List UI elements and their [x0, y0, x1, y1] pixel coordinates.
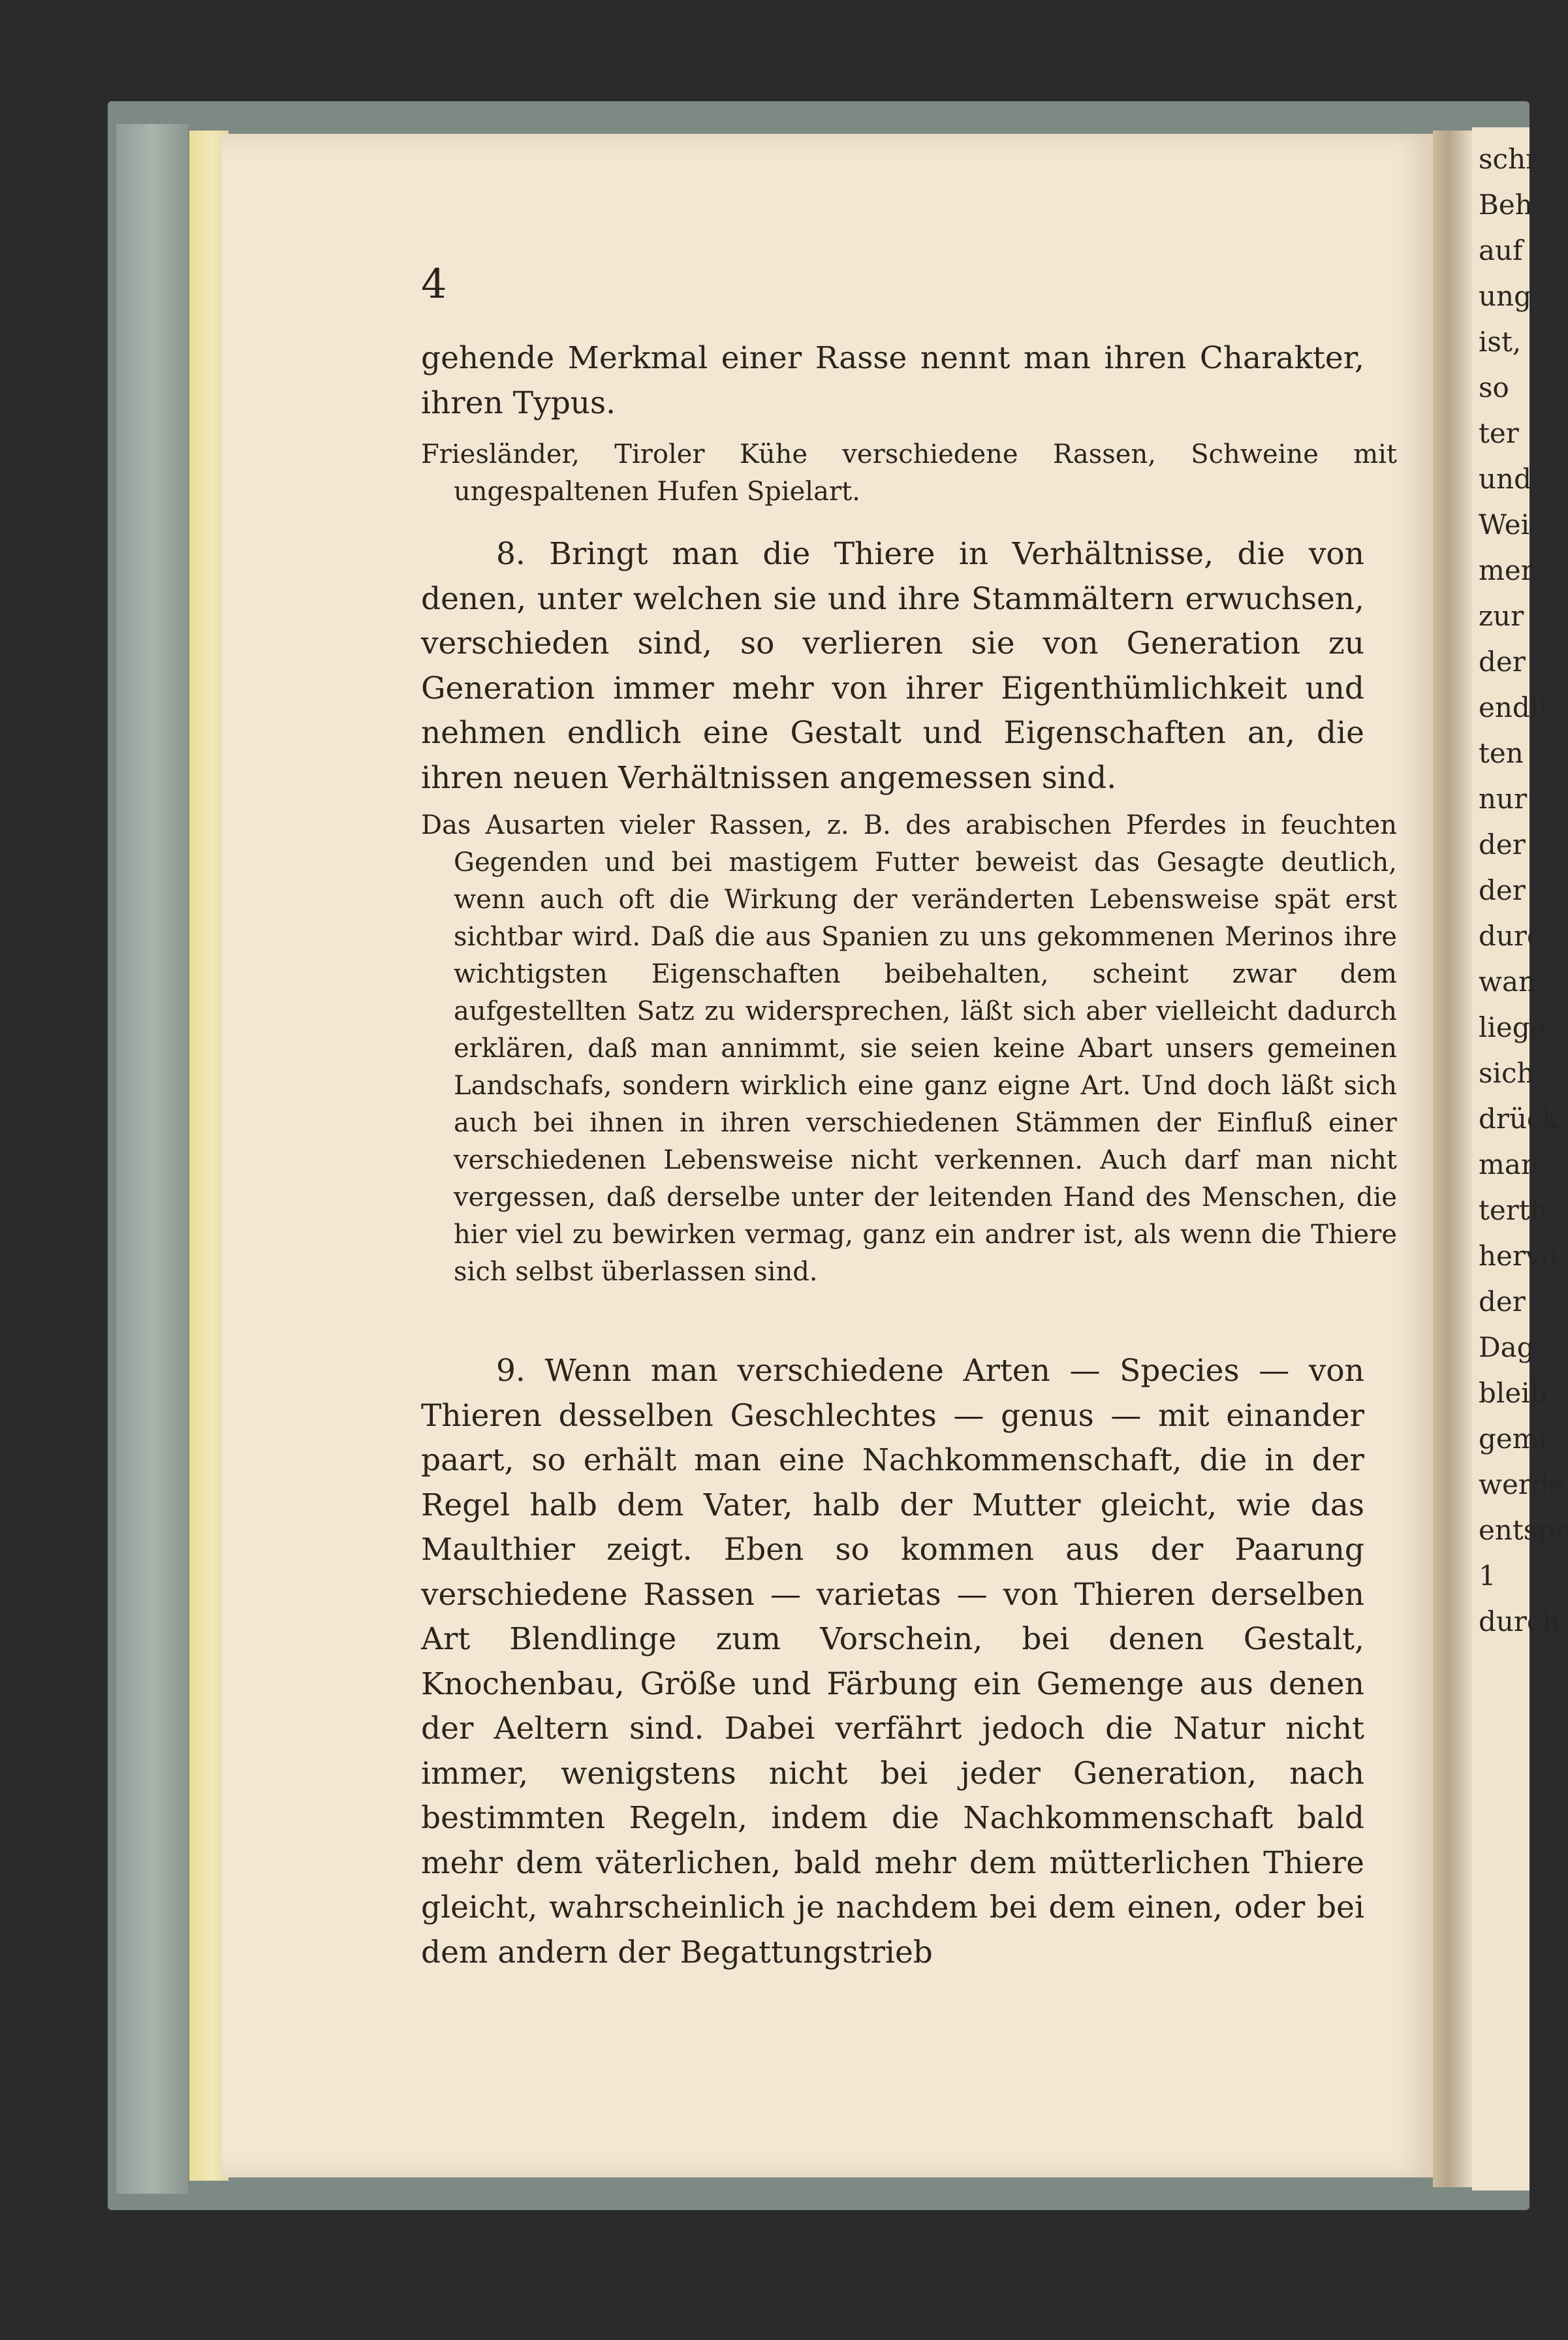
margin-word: so [1479, 372, 1509, 403]
book-gutter [1433, 131, 1472, 2187]
paragraph-9: 9. Wenn man verschiedene Arten — Species — von Thieren desselben Geschlechtes — genus — mit einander paart, so erhält man eine Nachkommenschaft, die in der Regel halb dem Vater, halb der Mutter gleicht, wie das Maulthier zeigt. Eben so kommen aus der Paarung verschiedene Rassen — varietas — von Thieren derselben Art Blendlinge zum Vorschein, bei denen Gestalt, Knochenbau, Größe und Färbung ein Gemenge aus denen der Aeltern sind. Dabei verfährt jedoch die Natur nicht immer, wenigstens nicht bei jeder Generation, nach bestimmten Regeln, indem die Nachkommenschaft bald mehr dem väterlichen, bald mehr dem mütterlichen Thiere gleicht, wahrscheinlich je nachdem bei dem einen, oder bei dem andern der Begattungstrieb [421, 1353, 1364, 1970]
margin-word: werde [1479, 1468, 1565, 1500]
note-8-ausarten: Das Ausarten vieler Rassen, z. B. des arabischen Pferdes in feuchten Gegenden und bei mastigem Futter beweist das Gesagte deutlich, wenn auch oft die Wirkung der veränderten Lebensweise spät erst sichtbar wird. Daß die aus Spanien zu uns gekommenen Merinos ihre wichtigsten Eigenschaften beibehalten, scheint zwar dem aufgestellten Satz zu widersprechen, läßt sich aber vielleicht dadurch erklären, daß man annimmt, sie seien keine Abart unsers gemeinen Landschafs, sondern wirklich eine ganz eigne Art. Und doch läßt sich auch bei ihnen in ihren verschiedenen Stämmen der Einfluß einer verschiedenen Lebensweise nicht verkennen. Auch darf man nicht vergessen, daß derselbe unter der leitenden Hand des Menschen, die hier viel zu bewirken vermag, ganz ein andrer ist, als wenn die Thiere sich selbst überlassen sind. [421, 810, 1397, 1287]
margin-word: bleib [1479, 1377, 1548, 1409]
margin-word: der [1479, 1286, 1526, 1318]
margin-word: ung [1479, 280, 1531, 312]
margin-word: der [1479, 646, 1526, 678]
paragraph-rasse-charakter: gehende Merkmal einer Rasse nennt man ihren Charakter, ihren Typus. [421, 340, 1364, 421]
margin-word: ist, [1479, 326, 1522, 358]
margin-word: Dag [1479, 1331, 1535, 1363]
margin-word: schr [1479, 143, 1539, 175]
margin-word: man [1479, 1148, 1539, 1180]
margin-word: ten [1479, 737, 1524, 769]
margin-word: sich [1479, 1057, 1535, 1089]
margin-word: Beh [1479, 189, 1533, 221]
margin-word: durch [1479, 1605, 1560, 1637]
margin-word: nur [1479, 783, 1528, 815]
margin-word: drück [1479, 1103, 1559, 1135]
margin-word: gemi [1479, 1423, 1547, 1455]
margin-word: mer [1479, 554, 1534, 586]
margin-word: ter [1479, 417, 1519, 449]
margin-word: zur [1479, 600, 1524, 632]
margin-word: Wei [1479, 509, 1530, 541]
book-spine [116, 124, 188, 2194]
margin-word: der [1479, 829, 1526, 861]
margin-word: wan [1479, 966, 1537, 998]
paragraph-8: 8. Bringt man die Thiere in Verhältnisse, die von denen, unter welchen sie und ihre Stammältern erwuchsen, verschieden sind, so verlieren sie von Generation zu Generation immer mehr von ihrer Eigenthümlichkeit und nehmen endlich eine Gestalt und Eigenschaften an, die ihren neuen Verhältnissen angemessen sind. [421, 536, 1364, 796]
margin-word: und [1479, 463, 1531, 495]
margin-word: 1 [1479, 1560, 1496, 1592]
margin-word: auf [1479, 234, 1523, 266]
margin-word: der [1479, 874, 1526, 906]
margin-word: terth [1479, 1194, 1548, 1226]
next-page-margin [1472, 127, 1568, 2190]
page-number: 4 [421, 260, 447, 308]
margin-word: endli [1479, 691, 1548, 723]
margin-word: hervo [1479, 1240, 1558, 1272]
margin-word: durc [1479, 920, 1543, 952]
margin-word: liege [1479, 1011, 1546, 1043]
note-friesländer: Friesländer, Tiroler Kühe verschiedene Rassen, Schweine mit ungespaltenen Hufen Spielart. [421, 439, 1397, 507]
margin-word: entspr [1479, 1514, 1568, 1546]
